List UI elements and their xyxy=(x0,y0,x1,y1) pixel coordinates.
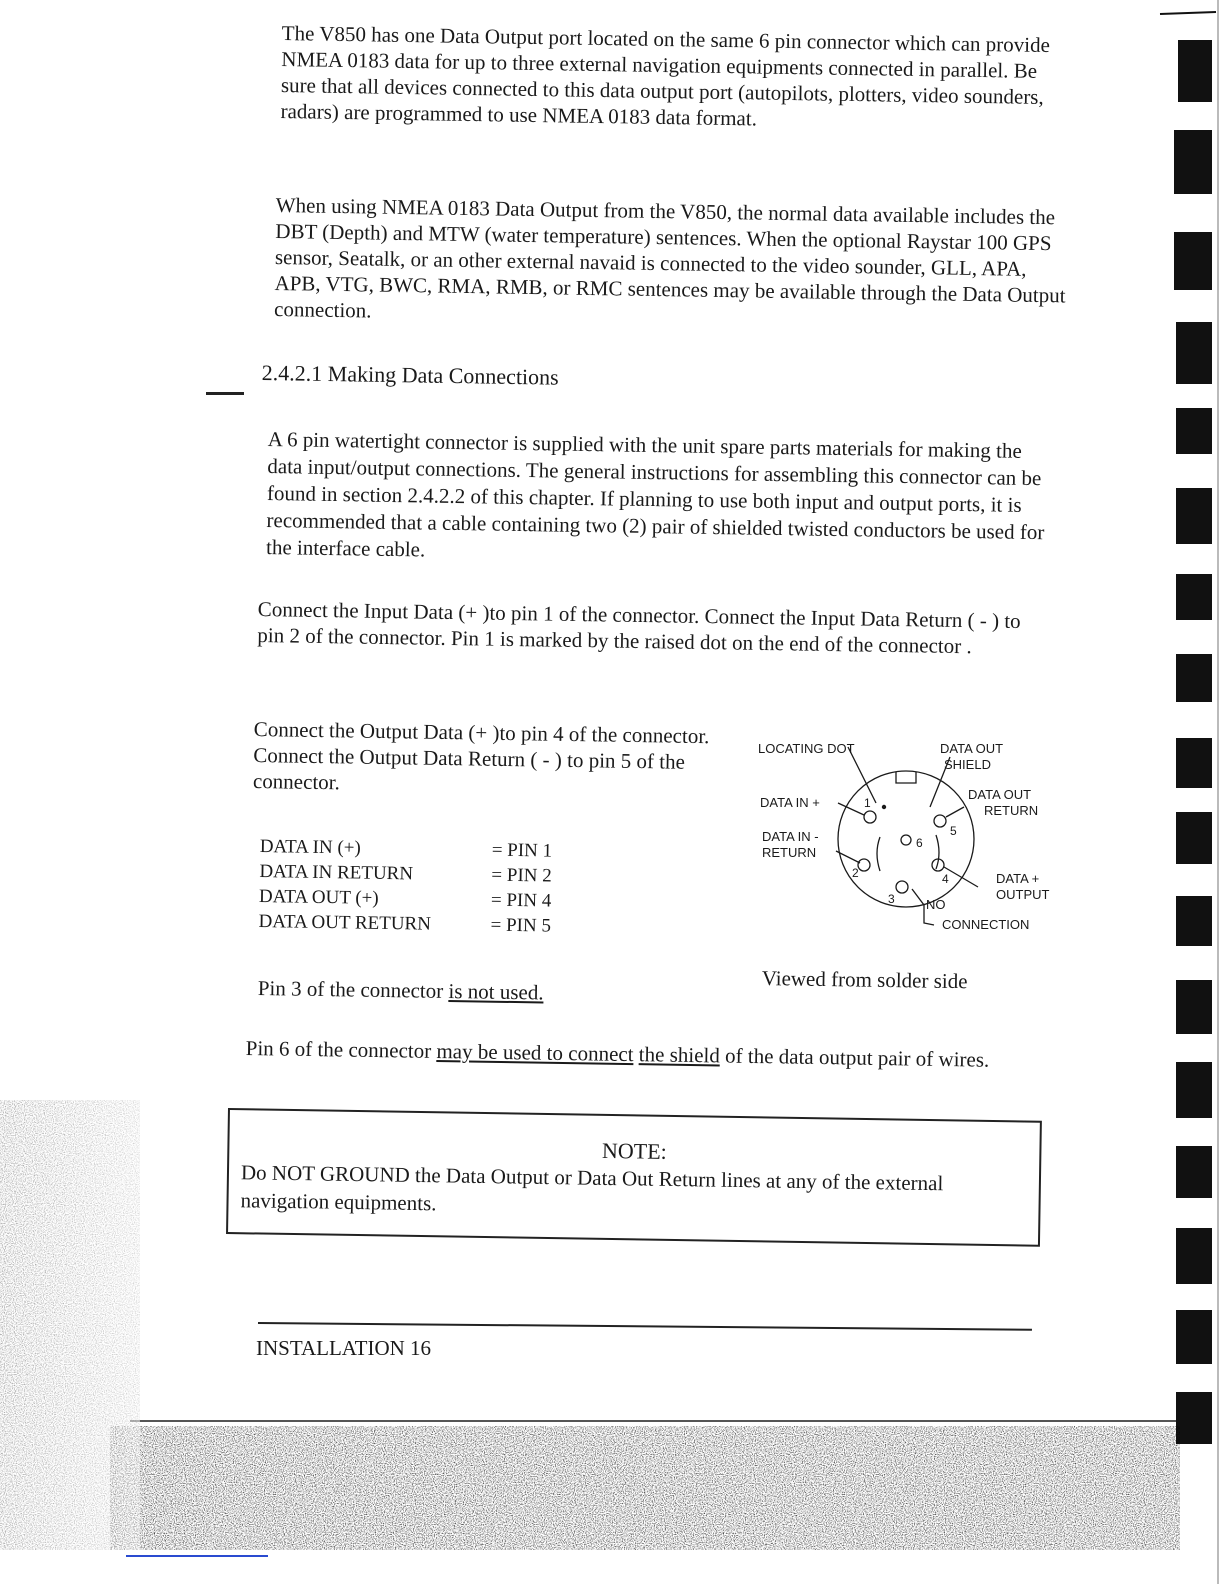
label-locating-dot: LOCATING DOT xyxy=(758,741,855,756)
leader-line xyxy=(836,851,860,863)
footer-rule xyxy=(258,1322,1032,1331)
leader-line xyxy=(944,867,978,887)
diagram-caption: Viewed from solder side xyxy=(761,966,968,994)
label-data-out-return: DATA OUT xyxy=(968,787,1032,802)
pin-signal: DATA OUT RETURN xyxy=(258,910,432,935)
label-no-connection: CONNECTION xyxy=(942,917,1030,932)
pin6-underlined: the shield xyxy=(638,1042,721,1068)
pin-number-label: 1 xyxy=(864,796,871,810)
locating-dot-icon xyxy=(882,805,886,809)
label-data-in-plus: DATA IN + xyxy=(760,795,820,810)
pin-number-label: 4 xyxy=(942,872,949,886)
pin-signal: DATA IN RETURN xyxy=(259,860,414,884)
page-footer: INSTALLATION 16 xyxy=(256,1336,432,1360)
pin-number-label: 5 xyxy=(950,824,957,838)
label-data-plus-output: OUTPUT xyxy=(996,887,1050,902)
label-data-in-return: DATA IN - xyxy=(762,829,819,844)
leader-line xyxy=(946,807,964,817)
connector-rib xyxy=(936,835,939,869)
paragraph-available-data: When using NMEA 0183 Data Output from the V850, the normal data available includes the DBT (Depth) and MTW (water temperature) sentences. When the optional Raystar 100 GPS sensor, Seatalk, or an other external navaid is connected to the video sounder, GLL, APA, APB, VTG, BWC, RMA, RMB, or RMC sentences may be available through the Data Output connection. xyxy=(273,192,1066,323)
pin-hole-2 xyxy=(858,859,870,871)
connector-key xyxy=(896,772,916,783)
note-box xyxy=(226,1108,1042,1247)
connector-rib xyxy=(877,837,880,871)
paragraph-connector-supplied: A 6 pin watertight connector is supplied with the unit spare parts materials for making the data input/output connections. The general instructions for assembling this connector can be found in section 2.4.2.2 of this chapter. If planning to use both input and output ports, it is recommended that a cable containing two (2) pair of shielded twisted conductors be used for the interface cable. xyxy=(265,426,1045,562)
page-edge-line xyxy=(130,1420,1180,1422)
pin6-text: of the data output pair of wires. xyxy=(719,1043,990,1072)
margin-mark xyxy=(206,392,244,395)
connector-outline xyxy=(838,771,974,907)
paragraph-output-connect: Connect the Output Data (+ )to pin 4 of the connector. Connect the Output Data Return ( - ) to pin 5 of the connector. xyxy=(252,716,710,795)
note-title: NOTE: xyxy=(601,1137,667,1164)
pin-hole-3 xyxy=(896,881,908,893)
note-text: Do NOT GROUND the Data Output or Data Out Return lines at any of the external navigation equipments. xyxy=(240,1160,944,1216)
paragraph-data-output-port: The V850 has one Data Output port located on the same 6 pin connector which can provide NMEA 0183 data for up to three external navigation equipments connected in parallel. Be sure that all devices connected to this data output port (autopilots, plotters, video sounders, radars) are programmed to use NMEA 0183 data format. xyxy=(280,20,1051,131)
pin-assignment-table xyxy=(258,834,552,939)
pin3-note xyxy=(258,976,544,1005)
binding-holes xyxy=(1154,0,1224,1584)
pin-hole-5 xyxy=(934,815,946,827)
pin-hole-1 xyxy=(864,811,876,823)
pin-number: = PIN 5 xyxy=(490,914,552,937)
pin3-text: Pin 3 of the connector xyxy=(257,976,449,1003)
pin-number-label: 3 xyxy=(888,892,895,906)
connector-pinout-diagram xyxy=(752,735,1072,945)
label-data-in-return: RETURN xyxy=(762,845,817,860)
pin-signal: DATA IN (+) xyxy=(259,835,361,859)
pin6-text: Pin 6 of the connector xyxy=(245,1035,437,1063)
pin-number: = PIN 2 xyxy=(491,864,552,887)
pin-number-label: 2 xyxy=(852,866,859,880)
pin6-note xyxy=(246,1034,1036,1074)
pin-number-label: 6 xyxy=(916,836,923,850)
pin-number: = PIN 1 xyxy=(491,839,553,862)
pin6-underlined: may be used to connect xyxy=(436,1038,634,1067)
paragraph-input-connect: Connect the Input Data (+ )to pin 1 of the connector. Connect the Input Data Return ( - ) to pin 2 of the connector. Pin 1 is marked by the raised dot on the end of the connector . xyxy=(257,596,1021,659)
leader-line xyxy=(838,803,864,815)
label-data-plus-output: DATA + xyxy=(996,871,1040,886)
label-data-out-return: RETURN xyxy=(984,803,1039,818)
label-data-out-shield: DATA OUT xyxy=(940,741,1004,756)
pin-signal: DATA OUT (+) xyxy=(258,885,379,909)
pin-number: = PIN 4 xyxy=(490,889,552,912)
label-data-out-shield: SHIELD xyxy=(944,757,991,772)
pin-hole-6 xyxy=(901,835,911,845)
label-no-connection: NO xyxy=(926,897,946,912)
section-heading: 2.4.2.1 Making Data Connections xyxy=(261,360,559,390)
table-row xyxy=(258,909,551,939)
pin3-underlined: is not used. xyxy=(448,978,544,1005)
